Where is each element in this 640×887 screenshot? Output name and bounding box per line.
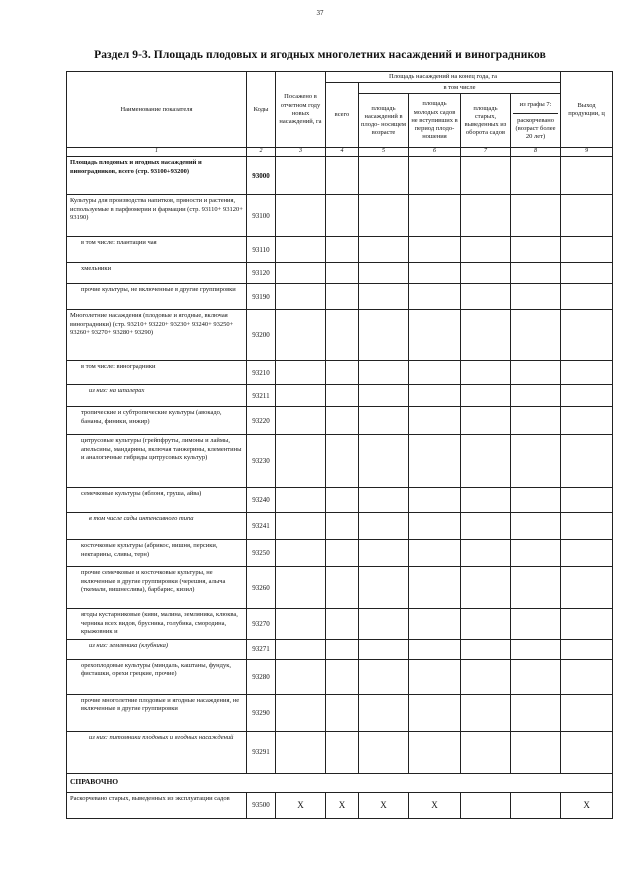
table-row	[67, 513, 613, 540]
row-name: в том числе сады интенсивного типа	[67, 513, 247, 540]
value-cell[interactable]	[511, 157, 561, 195]
header-area-group: Площадь насаждений на конец года, га	[326, 72, 561, 83]
value-cell[interactable]	[511, 731, 561, 773]
value-cell[interactable]	[461, 310, 511, 361]
table-row	[67, 263, 613, 284]
value-cell[interactable]	[359, 731, 409, 773]
value-cell[interactable]	[511, 513, 561, 540]
table-row	[67, 488, 613, 513]
value-cell[interactable]	[461, 567, 511, 609]
value-cell[interactable]	[409, 284, 461, 310]
value-cell[interactable]	[409, 694, 461, 731]
value-cell[interactable]	[359, 694, 409, 731]
table-row	[67, 407, 613, 435]
not-applicable-mark: X	[359, 792, 409, 818]
value-cell[interactable]	[326, 195, 359, 237]
row-code: 93260	[247, 567, 276, 609]
value-cell[interactable]	[276, 284, 326, 310]
plantation-area-table	[66, 71, 613, 819]
value-cell[interactable]	[326, 157, 359, 195]
reference-section-row	[67, 773, 613, 792]
value-cell[interactable]	[561, 195, 613, 237]
value-cell[interactable]	[561, 639, 613, 659]
header-name: Наименование показателя	[67, 72, 247, 148]
header-of7: из графы 7:	[513, 101, 558, 114]
value-cell[interactable]	[461, 731, 511, 773]
value-cell[interactable]	[461, 639, 511, 659]
value-cell[interactable]	[359, 407, 409, 435]
table-row	[67, 731, 613, 773]
value-cell[interactable]	[326, 639, 359, 659]
header-planted: Посажено в отчетном году новых насаждений, га	[276, 72, 326, 148]
value-cell[interactable]	[359, 609, 409, 639]
table-row	[67, 310, 613, 361]
value-cell[interactable]	[461, 284, 511, 310]
value-cell[interactable]	[359, 639, 409, 659]
row-name: косточковые культуры (абрикос, вишня, персики, нектарины, сливы, терн)	[67, 540, 247, 567]
value-cell[interactable]	[276, 237, 326, 263]
value-cell[interactable]	[561, 659, 613, 694]
value-cell[interactable]	[511, 609, 561, 639]
value-cell[interactable]	[561, 407, 613, 435]
value-cell[interactable]	[326, 407, 359, 435]
row-code: 93220	[247, 407, 276, 435]
row-code: 93291	[247, 731, 276, 773]
value-cell[interactable]	[326, 694, 359, 731]
column-number: 6	[409, 148, 461, 157]
value-cell[interactable]	[561, 310, 613, 361]
value-cell[interactable]	[276, 567, 326, 609]
not-applicable-mark: X	[409, 792, 461, 818]
value-cell[interactable]	[561, 284, 613, 310]
value-cell[interactable]	[561, 361, 613, 385]
value-cell[interactable]	[511, 435, 561, 488]
value-cell[interactable]	[561, 694, 613, 731]
value-cell[interactable]	[276, 385, 326, 407]
value-cell[interactable]	[511, 284, 561, 310]
row-code: 93290	[247, 694, 276, 731]
header-old: площадь старых, выведенных из оборота садов	[461, 94, 511, 148]
row-code: 93241	[247, 513, 276, 540]
value-cell[interactable]	[511, 263, 561, 284]
value-cell[interactable]	[561, 609, 613, 639]
table-row	[67, 385, 613, 407]
value-cell[interactable]	[461, 407, 511, 435]
row-name: орехоплодовые культуры (миндаль, каштаны, фундук, фисташки, орехи грецкие, прочие)	[67, 659, 247, 694]
value-cell[interactable]	[409, 195, 461, 237]
value-cell[interactable]	[359, 284, 409, 310]
table-row	[67, 540, 613, 567]
row-code: 93100	[247, 195, 276, 237]
header-including: в том числе	[359, 83, 561, 94]
value-cell[interactable]	[359, 195, 409, 237]
row-name: прочие культуры, не включенные в другие группировки	[67, 284, 247, 310]
row-name: Площадь плодовых и ягодных насаждений и виноградников, всего (стр. 93100+93200)	[67, 157, 247, 195]
value-cell[interactable]	[409, 361, 461, 385]
row-code: 93110	[247, 237, 276, 263]
value-cell[interactable]	[461, 659, 511, 694]
header-uprooted-cell	[511, 94, 561, 148]
value-cell[interactable]	[276, 609, 326, 639]
column-number: 4	[326, 148, 359, 157]
value-cell[interactable]	[461, 609, 511, 639]
value-cell[interactable]	[561, 263, 613, 284]
table-row	[67, 435, 613, 488]
column-number: 9	[561, 148, 613, 157]
value-cell[interactable]	[461, 513, 511, 540]
value-cell[interactable]	[409, 513, 461, 540]
row-name: из них: питомники плодовых и ягодных насаждений	[67, 731, 247, 773]
row-code: 93000	[247, 157, 276, 195]
not-applicable-mark: X	[276, 792, 326, 818]
row-code: 93271	[247, 639, 276, 659]
value-cell[interactable]	[461, 488, 511, 513]
value-cell[interactable]	[276, 540, 326, 567]
value-cell[interactable]	[359, 361, 409, 385]
row-name: ягоды кустарниковые (киви, малина, земляника, клюква, черника всех видов, брусника, голубика, смородина, крыжовник и	[67, 609, 247, 639]
value-cell[interactable]	[461, 157, 511, 195]
not-applicable-mark: X	[561, 792, 613, 818]
value-cell[interactable]	[359, 513, 409, 540]
value-cell[interactable]	[511, 195, 561, 237]
value-cell[interactable]	[276, 659, 326, 694]
value-cell[interactable]	[359, 567, 409, 609]
value-cell[interactable]	[276, 513, 326, 540]
section-title: Раздел 9-3. Площадь плодовых и ягодных многолетних насаждений и виноградников	[94, 49, 546, 61]
value-cell[interactable]	[561, 237, 613, 263]
table-row	[67, 157, 613, 195]
table-row	[67, 237, 613, 263]
row-code: 93211	[247, 385, 276, 407]
value-cell[interactable]	[276, 731, 326, 773]
row-name: Культуры для производства напитков, пряности и растения, используемые в парфюмерии и фармации (стр. 93110+ 93120+ 93190)	[67, 195, 247, 237]
row-code: 93230	[247, 435, 276, 488]
table-row	[67, 639, 613, 659]
row-name: цитрусовые культуры (грейпфруты, лимоны и лаймы, апельсины, мандарины, включая танжерины, клементины и аналогичные гибриды цитрусовых культур)	[67, 435, 247, 488]
value-cell[interactable]	[461, 385, 511, 407]
row-code: 93120	[247, 263, 276, 284]
value-cell[interactable]	[409, 407, 461, 435]
value-cell[interactable]	[276, 435, 326, 488]
value-cell[interactable]	[511, 540, 561, 567]
value-cell[interactable]	[561, 385, 613, 407]
table-row	[67, 567, 613, 609]
value-cell[interactable]	[409, 639, 461, 659]
reference-row	[67, 792, 613, 818]
value-cell[interactable]	[511, 639, 561, 659]
value-cell[interactable]	[276, 488, 326, 513]
value-cell[interactable]	[326, 310, 359, 361]
table-row	[67, 195, 613, 237]
value-cell[interactable]	[511, 237, 561, 263]
value-cell[interactable]	[409, 567, 461, 609]
header-output: Выход продукции, ц	[561, 72, 613, 148]
row-name: семечковые культуры (яблоня, груша, айва)	[67, 488, 247, 513]
not-applicable-mark: X	[326, 792, 359, 818]
column-number: 3	[276, 148, 326, 157]
value-cell[interactable]	[511, 694, 561, 731]
value-cell[interactable]	[511, 792, 561, 818]
row-name: в том числе: плантации чая	[67, 237, 247, 263]
value-cell[interactable]	[409, 435, 461, 488]
value-cell[interactable]	[409, 263, 461, 284]
value-cell[interactable]	[561, 567, 613, 609]
value-cell[interactable]	[359, 310, 409, 361]
value-cell[interactable]	[326, 284, 359, 310]
value-cell[interactable]	[326, 567, 359, 609]
value-cell[interactable]	[359, 659, 409, 694]
row-code: 93250	[247, 540, 276, 567]
value-cell[interactable]	[276, 195, 326, 237]
row-code: 93200	[247, 310, 276, 361]
table-row	[67, 609, 613, 639]
value-cell[interactable]	[409, 385, 461, 407]
value-cell[interactable]	[511, 385, 561, 407]
column-number: 1	[67, 148, 247, 157]
header-young: площадь молодых садов не вступивших в период плодо- ношения	[409, 94, 461, 148]
value-cell[interactable]	[561, 435, 613, 488]
value-cell[interactable]	[276, 407, 326, 435]
value-cell[interactable]	[409, 731, 461, 773]
value-cell[interactable]	[561, 731, 613, 773]
value-cell[interactable]	[511, 361, 561, 385]
value-cell[interactable]	[359, 237, 409, 263]
column-number: 7	[461, 148, 511, 157]
value-cell[interactable]	[326, 385, 359, 407]
row-name: из них: земляника (клубника)	[67, 639, 247, 659]
row-code: 93240	[247, 488, 276, 513]
value-cell[interactable]	[561, 513, 613, 540]
value-cell[interactable]	[461, 694, 511, 731]
value-cell[interactable]	[409, 659, 461, 694]
value-cell[interactable]	[276, 361, 326, 385]
value-cell[interactable]	[326, 435, 359, 488]
value-cell[interactable]	[461, 435, 511, 488]
value-cell[interactable]	[511, 567, 561, 609]
value-cell[interactable]	[359, 263, 409, 284]
page-number: 37	[316, 9, 324, 17]
column-number: 2	[247, 148, 276, 157]
column-number: 8	[511, 148, 561, 157]
value-cell[interactable]	[461, 263, 511, 284]
row-code: 93210	[247, 361, 276, 385]
value-cell[interactable]	[359, 540, 409, 567]
value-cell[interactable]	[461, 195, 511, 237]
value-cell[interactable]	[276, 694, 326, 731]
value-cell[interactable]	[359, 435, 409, 488]
value-cell[interactable]	[326, 488, 359, 513]
row-code: 93190	[247, 284, 276, 310]
row-name: Раскорчевано старых, выведенных из эксплуатации садов	[67, 792, 247, 818]
row-name: прочие многолетние плодовые и ягодные насаждения, не включенные в другие группировки	[67, 694, 247, 731]
header-total: всего	[326, 83, 359, 148]
value-cell[interactable]	[461, 361, 511, 385]
value-cell[interactable]	[511, 488, 561, 513]
value-cell[interactable]	[409, 157, 461, 195]
value-cell[interactable]	[409, 488, 461, 513]
reference-section-label: СПРАВОЧНО	[67, 773, 613, 792]
value-cell[interactable]	[461, 540, 511, 567]
value-cell[interactable]	[561, 488, 613, 513]
header-bearing: площадь насаждений в плодо- носящем возрасте	[359, 94, 409, 148]
value-cell[interactable]	[359, 157, 409, 195]
value-cell[interactable]	[511, 310, 561, 361]
table-row	[67, 694, 613, 731]
value-cell[interactable]	[359, 385, 409, 407]
row-code: 93280	[247, 659, 276, 694]
value-cell[interactable]	[276, 310, 326, 361]
value-cell[interactable]	[276, 639, 326, 659]
value-cell[interactable]	[326, 540, 359, 567]
value-cell[interactable]	[409, 310, 461, 361]
value-cell[interactable]	[561, 540, 613, 567]
table-row	[67, 361, 613, 385]
value-cell[interactable]	[326, 237, 359, 263]
value-cell[interactable]	[461, 237, 511, 263]
value-cell[interactable]	[511, 407, 561, 435]
row-code: 93270	[247, 609, 276, 639]
value-cell[interactable]	[276, 263, 326, 284]
row-name: Многолетние насаждения (плодовые и ягодные, включая виноградники) (стр. 93210+ 93220+ 93230+ 93240+ 93250+ 93260+ 93270+ 93280+ 93290)	[67, 310, 247, 361]
value-cell[interactable]	[359, 488, 409, 513]
value-cell[interactable]	[409, 609, 461, 639]
value-cell[interactable]	[326, 609, 359, 639]
table-row	[67, 659, 613, 694]
header-uprooted: раскорчевано (возраст более 20 лет)	[515, 116, 556, 140]
row-name: хмельники	[67, 263, 247, 284]
row-name: в том числе: виноградники	[67, 361, 247, 385]
value-cell[interactable]	[409, 237, 461, 263]
value-cell[interactable]	[276, 157, 326, 195]
value-cell[interactable]	[561, 157, 613, 195]
value-cell[interactable]	[326, 513, 359, 540]
table-row	[67, 284, 613, 310]
value-cell[interactable]	[511, 659, 561, 694]
value-cell[interactable]	[326, 659, 359, 694]
row-code: 93500	[247, 792, 276, 818]
row-name: из них: на шпалерах	[67, 385, 247, 407]
value-cell[interactable]	[326, 731, 359, 773]
value-cell[interactable]	[326, 263, 359, 284]
value-cell[interactable]	[461, 792, 511, 818]
value-cell[interactable]	[326, 361, 359, 385]
header-code: Коды	[247, 72, 276, 148]
row-name: прочие семечковые и косточковые культуры, не включенные в другие группировки (черешня, алыча (ткемали, вишнеслива), барбарис, кизил)	[67, 567, 247, 609]
column-number: 5	[359, 148, 409, 157]
value-cell[interactable]	[409, 540, 461, 567]
row-name: тропические и субтропические культуры (авокадо, бананы, финики, инжир)	[67, 407, 247, 435]
